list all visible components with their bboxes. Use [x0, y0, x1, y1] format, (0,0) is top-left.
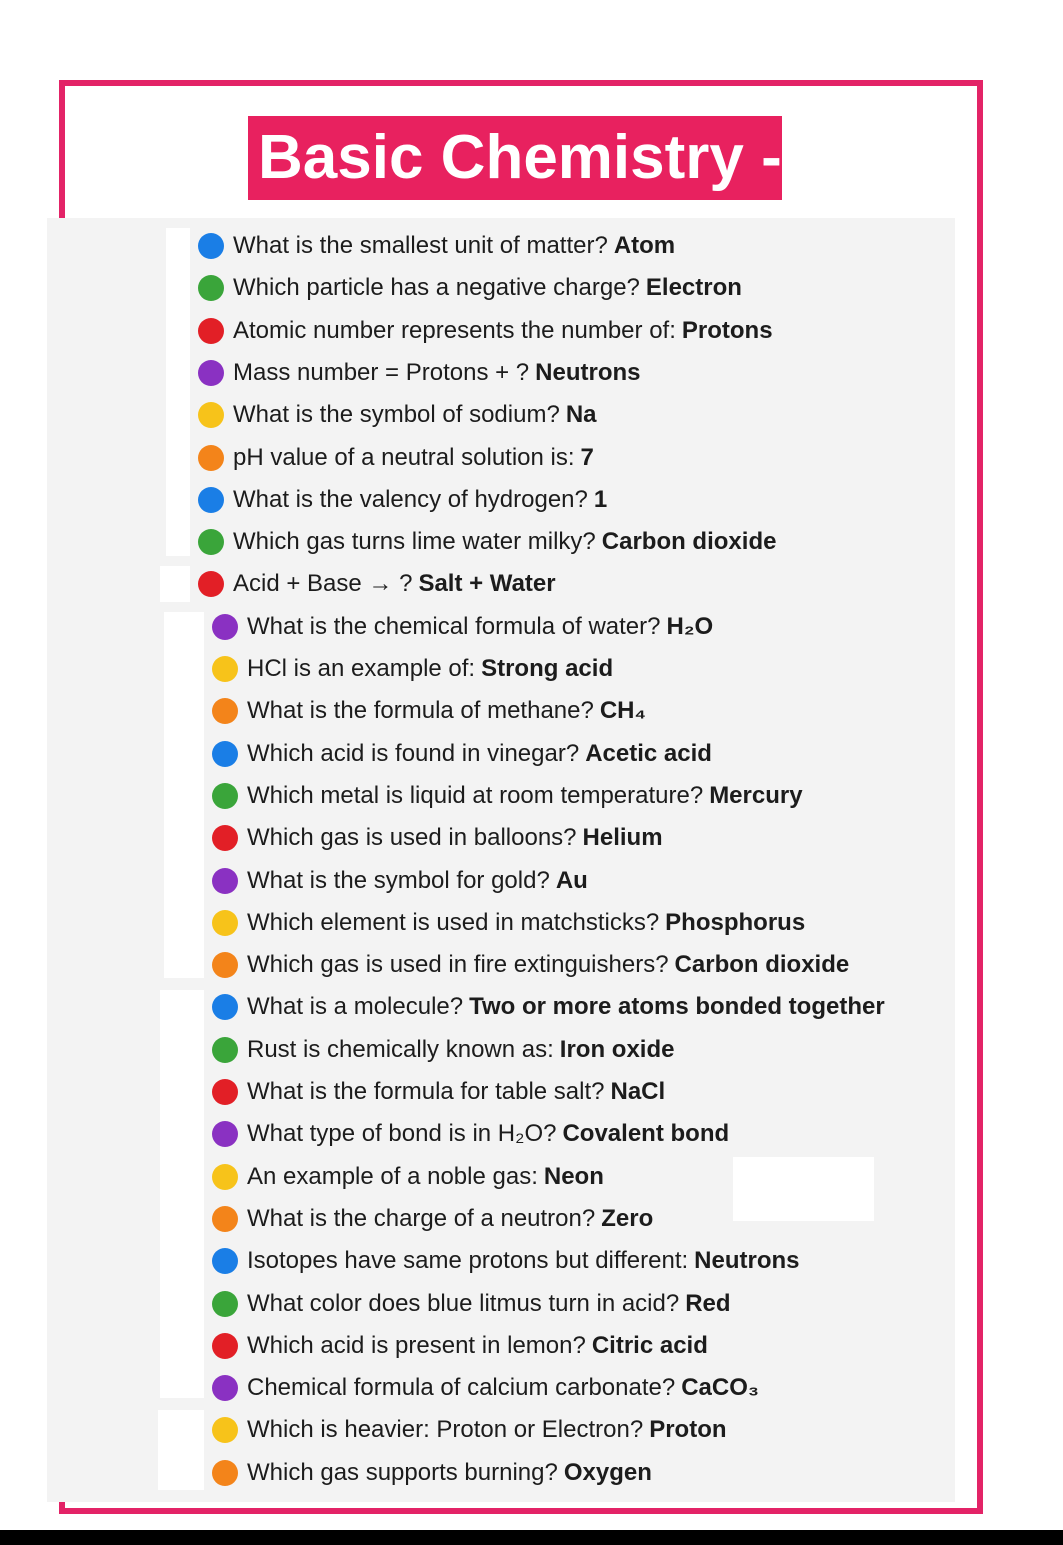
question-text: What color does blue litmus turn in acid? [247, 1290, 680, 1317]
list-item [198, 229, 675, 263]
answer-text: Carbon dioxide [674, 951, 850, 978]
question-text: pH value of a neutral solution is: [233, 444, 575, 471]
list-item [212, 652, 613, 686]
answer-text: Zero [601, 1205, 654, 1232]
page-title: Basic Chemistry - [248, 116, 782, 200]
answer-text: Electron [645, 274, 742, 301]
question-text: Mass number = Protons + ? [233, 359, 530, 386]
purple-circle-icon [212, 1375, 238, 1401]
list-item [212, 1117, 729, 1151]
bottom-bar [0, 1530, 1063, 1545]
question-text: Chemical formula of calcium carbonate? [247, 1374, 676, 1401]
list-item [212, 1287, 731, 1321]
answer-text: CH₄ [599, 697, 646, 724]
answer-text: Protons [681, 317, 773, 344]
answer-text: Oxygen [563, 1459, 652, 1486]
red-circle-icon [198, 318, 224, 344]
list-item [212, 1371, 759, 1405]
white-patch [164, 612, 204, 978]
answer-text: Neutrons [694, 1247, 800, 1274]
answer-text: Mercury [709, 782, 803, 809]
red-circle-icon [212, 1079, 238, 1105]
white-patch [160, 566, 190, 602]
list-item [212, 864, 588, 898]
orange-circle-icon [198, 445, 224, 471]
purple-circle-icon [198, 360, 224, 386]
list-item [212, 1244, 800, 1278]
question-text: What is the formula for table salt? [247, 1078, 605, 1105]
white-patch [158, 1410, 204, 1490]
answer-text: Atom [613, 232, 676, 259]
list-item [212, 1075, 665, 1109]
question-text: Acid + Base → ? [233, 570, 413, 597]
list-item [212, 948, 849, 982]
answer-text: H₂O [666, 613, 714, 640]
orange-circle-icon [212, 1206, 238, 1232]
question-text: Rust is chemically known as: [247, 1036, 554, 1063]
green-circle-icon [212, 783, 238, 809]
list-item [212, 1202, 653, 1236]
question-text: What is a molecule? [247, 993, 464, 1020]
orange-circle-icon [212, 952, 238, 978]
question-text: What is the formula of methane? [247, 697, 594, 724]
question-text: What is the valency of hydrogen? [233, 486, 588, 513]
question-text: Which acid is found in vinegar? [247, 740, 580, 767]
green-circle-icon [212, 1037, 238, 1063]
list-item [198, 314, 773, 348]
orange-circle-icon [212, 1460, 238, 1486]
question-text: Which gas supports burning? [247, 1459, 558, 1486]
list-item [212, 1033, 674, 1067]
answer-text: Strong acid [481, 655, 614, 682]
list-item [198, 567, 556, 601]
question-text: What is the symbol of sodium? [233, 401, 560, 428]
question-text: Atomic number represents the number of: [233, 317, 676, 344]
question-text: What is the charge of a neutron? [247, 1205, 596, 1232]
answer-text: Carbon dioxide [601, 528, 777, 555]
white-patch [166, 228, 190, 556]
yellow-circle-icon [212, 656, 238, 682]
list-item [212, 610, 713, 644]
answer-text: Phosphorus [665, 909, 806, 936]
answer-text: Iron oxide [559, 1036, 675, 1063]
answer-text: Helium [582, 824, 663, 851]
red-circle-icon [198, 571, 224, 597]
question-text: Which is heavier: Proton or Electron? [247, 1416, 644, 1443]
blue-circle-icon [212, 1248, 238, 1274]
orange-circle-icon [212, 698, 238, 724]
answer-text: 7 [580, 444, 594, 471]
white-patch [160, 990, 204, 1398]
question-text: Which particle has a negative charge? [233, 274, 640, 301]
answer-text: Proton [649, 1416, 727, 1443]
question-text: Which gas is used in balloons? [247, 824, 577, 851]
answer-text: Citric acid [591, 1332, 708, 1359]
green-circle-icon [198, 529, 224, 555]
answer-text: Red [685, 1290, 731, 1317]
answer-text: 1 [593, 486, 608, 513]
answer-text: Covalent bond [562, 1120, 730, 1147]
yellow-circle-icon [212, 910, 238, 936]
yellow-circle-icon [198, 402, 224, 428]
list-item [212, 1413, 727, 1447]
question-text: Which gas is used in fire extinguishers? [247, 951, 669, 978]
list-item [212, 694, 646, 728]
list-item [198, 483, 607, 517]
answer-text: Au [555, 867, 588, 894]
answer-text: Neon [543, 1163, 604, 1190]
question-text: An example of a noble gas: [247, 1163, 538, 1190]
list-item [198, 525, 776, 559]
answer-text: NaCl [610, 1078, 666, 1105]
blue-circle-icon [212, 741, 238, 767]
list-item [212, 906, 805, 940]
green-circle-icon [212, 1291, 238, 1317]
answer-text: Salt + Water [418, 570, 556, 597]
list-item [212, 779, 803, 813]
red-circle-icon [212, 825, 238, 851]
question-text: What is the chemical formula of water? [247, 613, 661, 640]
answer-text: Na [565, 401, 597, 428]
question-text: Isotopes have same protons but different: [247, 1247, 689, 1274]
list-item [198, 271, 742, 305]
blue-circle-icon [198, 487, 224, 513]
list-item [212, 737, 712, 771]
question-text: Which acid is present in lemon? [247, 1332, 586, 1359]
list-item [212, 1456, 652, 1490]
purple-circle-icon [212, 614, 238, 640]
question-text: HCl is an example of: [247, 655, 476, 682]
question-text: Which gas turns lime water milky? [233, 528, 596, 555]
yellow-circle-icon [212, 1417, 238, 1443]
question-text: What is the smallest unit of matter? [233, 232, 608, 259]
question-text: What is the symbol for gold? [247, 867, 550, 894]
list-item [212, 990, 885, 1024]
answer-text: Acetic acid [585, 740, 712, 767]
list-item [212, 1329, 708, 1363]
answer-text: Neutrons [535, 359, 641, 386]
list-item [198, 398, 597, 432]
answer-text: Two or more atoms bonded together [469, 993, 885, 1020]
list-item [212, 821, 663, 855]
blue-circle-icon [198, 233, 224, 259]
white-patch [733, 1157, 874, 1221]
purple-circle-icon [212, 1121, 238, 1147]
question-text: Which metal is liquid at room temperature? [247, 782, 704, 809]
list-item [198, 441, 594, 475]
answer-text: CaCO₃ [681, 1374, 759, 1401]
question-text: Which element is used in matchsticks? [247, 909, 660, 936]
question-text: What type of bond is in H₂O? [247, 1120, 557, 1147]
list-item [212, 1160, 604, 1194]
blue-circle-icon [212, 994, 238, 1020]
red-circle-icon [212, 1333, 238, 1359]
yellow-circle-icon [212, 1164, 238, 1190]
green-circle-icon [198, 275, 224, 301]
list-item [198, 356, 641, 390]
purple-circle-icon [212, 868, 238, 894]
